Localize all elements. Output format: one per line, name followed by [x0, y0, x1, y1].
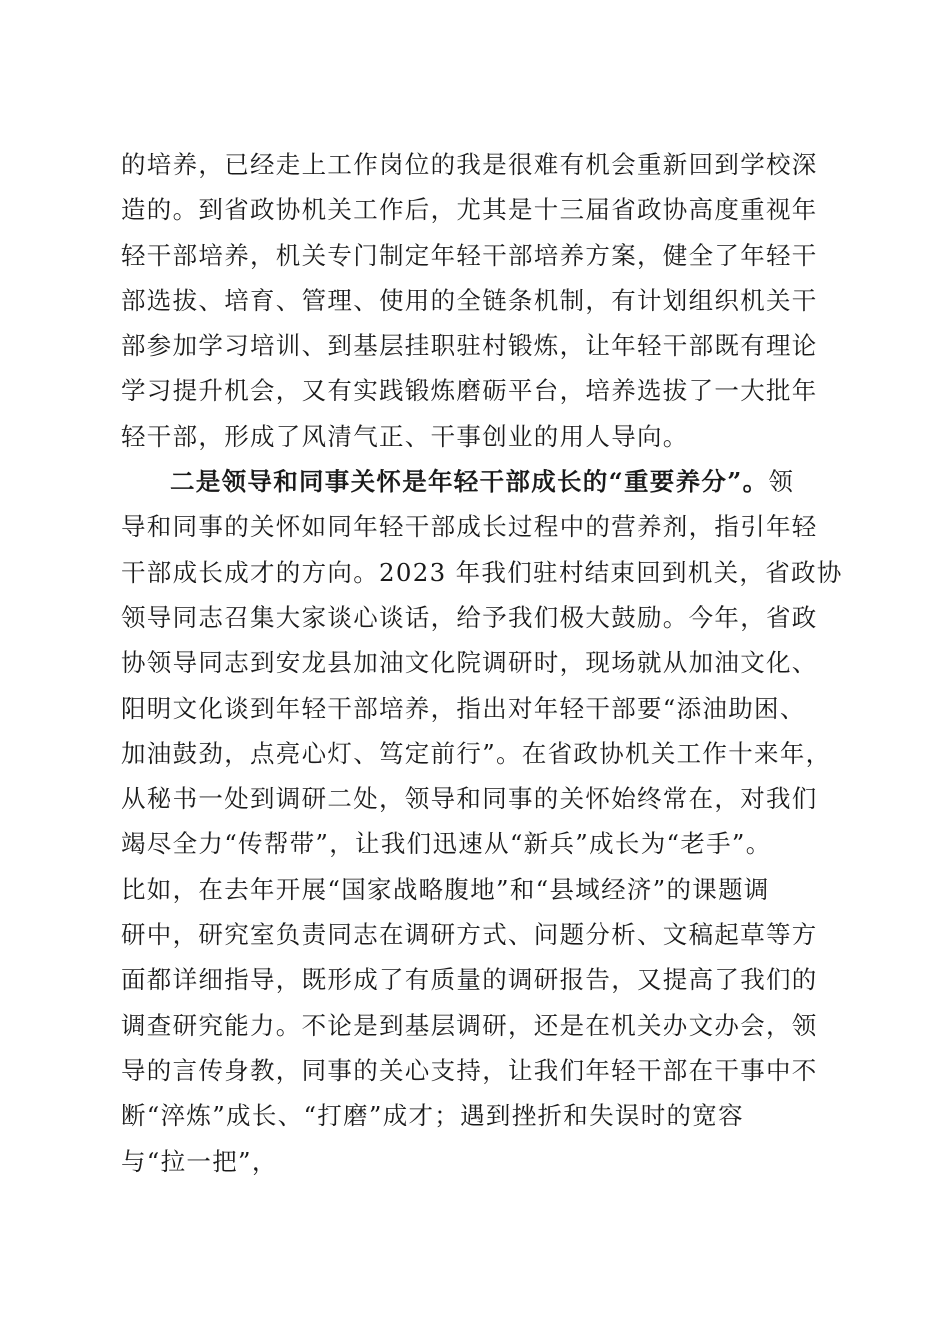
heading-line-rest: 领	[768, 467, 795, 497]
text-line: 从秘书一处到调研二处，领导和同事的关怀始终常在，对我们	[121, 784, 818, 814]
text-line: 学习提升机会，又有实践锻炼磨砺平台，培养选拔了一大批年	[121, 376, 818, 406]
text-line: 比如，在去年开展“国家战略腹地”和“县域经济”的课题调	[121, 874, 770, 904]
text-line: 部参加学习培训、到基层挂职驻村锻炼，让年轻干部既有理论	[121, 331, 818, 361]
paragraph-training	[121, 142, 841, 459]
text-line: 协领导同志到安龙县加油文化院调研时，现场就从加油文化、	[121, 648, 818, 678]
text-line: 面都详细指导，既形成了有质量的调研报告，又提高了我们的	[121, 965, 818, 995]
text-line: 与“拉一把”，	[121, 1146, 278, 1176]
text-line: 的培养，已经走上工作岗位的我是很难有机会重新回到学校深	[121, 150, 818, 179]
paragraph-care	[121, 459, 841, 1184]
text-line: 研中，研究室负责同志在调研方式、问题分析、文稿起草等方	[121, 920, 818, 950]
text-line: 竭尽全力“传帮带”，让我们迅速从“新兵”成长为“老手”。	[121, 829, 772, 859]
text-line: 导的言传身教，同事的关心支持，让我们年轻干部在干事中不	[121, 1055, 818, 1085]
paragraph-heading-line	[121, 459, 841, 504]
text-line: 部选拔、培育、管理、使用的全链条机制，有计划组织机关干	[121, 285, 818, 315]
text-line: 造的。到省政协机关工作后，尤其是十三届省政协高度重视年	[121, 195, 818, 225]
text-line: 断“淬炼”成长、“打磨”成才；遇到挫折和失误时的宽容	[121, 1101, 744, 1131]
document-body	[121, 142, 841, 1184]
text-line: 阳明文化谈到年轻干部培养，指出对年轻干部要“添油助困、	[121, 693, 806, 723]
paragraph-heading: 二是领导和同事关怀是年轻干部成长的“重要养分”。	[170, 467, 769, 497]
text-line: 轻干部培养，机关专门制定年轻干部培养方案，健全了年轻干	[121, 240, 818, 270]
text-line: 干部成长成才的方向。2023 年我们驻村结束回到机关，省政协	[121, 557, 843, 587]
text-line: 领导同志召集大家谈心谈话，给予我们极大鼓励。今年，省政	[121, 602, 818, 632]
text-line: 轻干部，形成了风清气正、干事创业的用人导向。	[121, 421, 689, 451]
text-line: 导和同事的关怀如同年轻干部成长过程中的营养剂，指引年轻	[121, 512, 818, 542]
text-line: 加油鼓劲，点亮心灯、笃定前行”。在省政协机关工作十来年，	[121, 738, 832, 768]
text-line: 调查研究能力。不论是到基层调研，还是在机关办文办会，领	[121, 1010, 818, 1040]
